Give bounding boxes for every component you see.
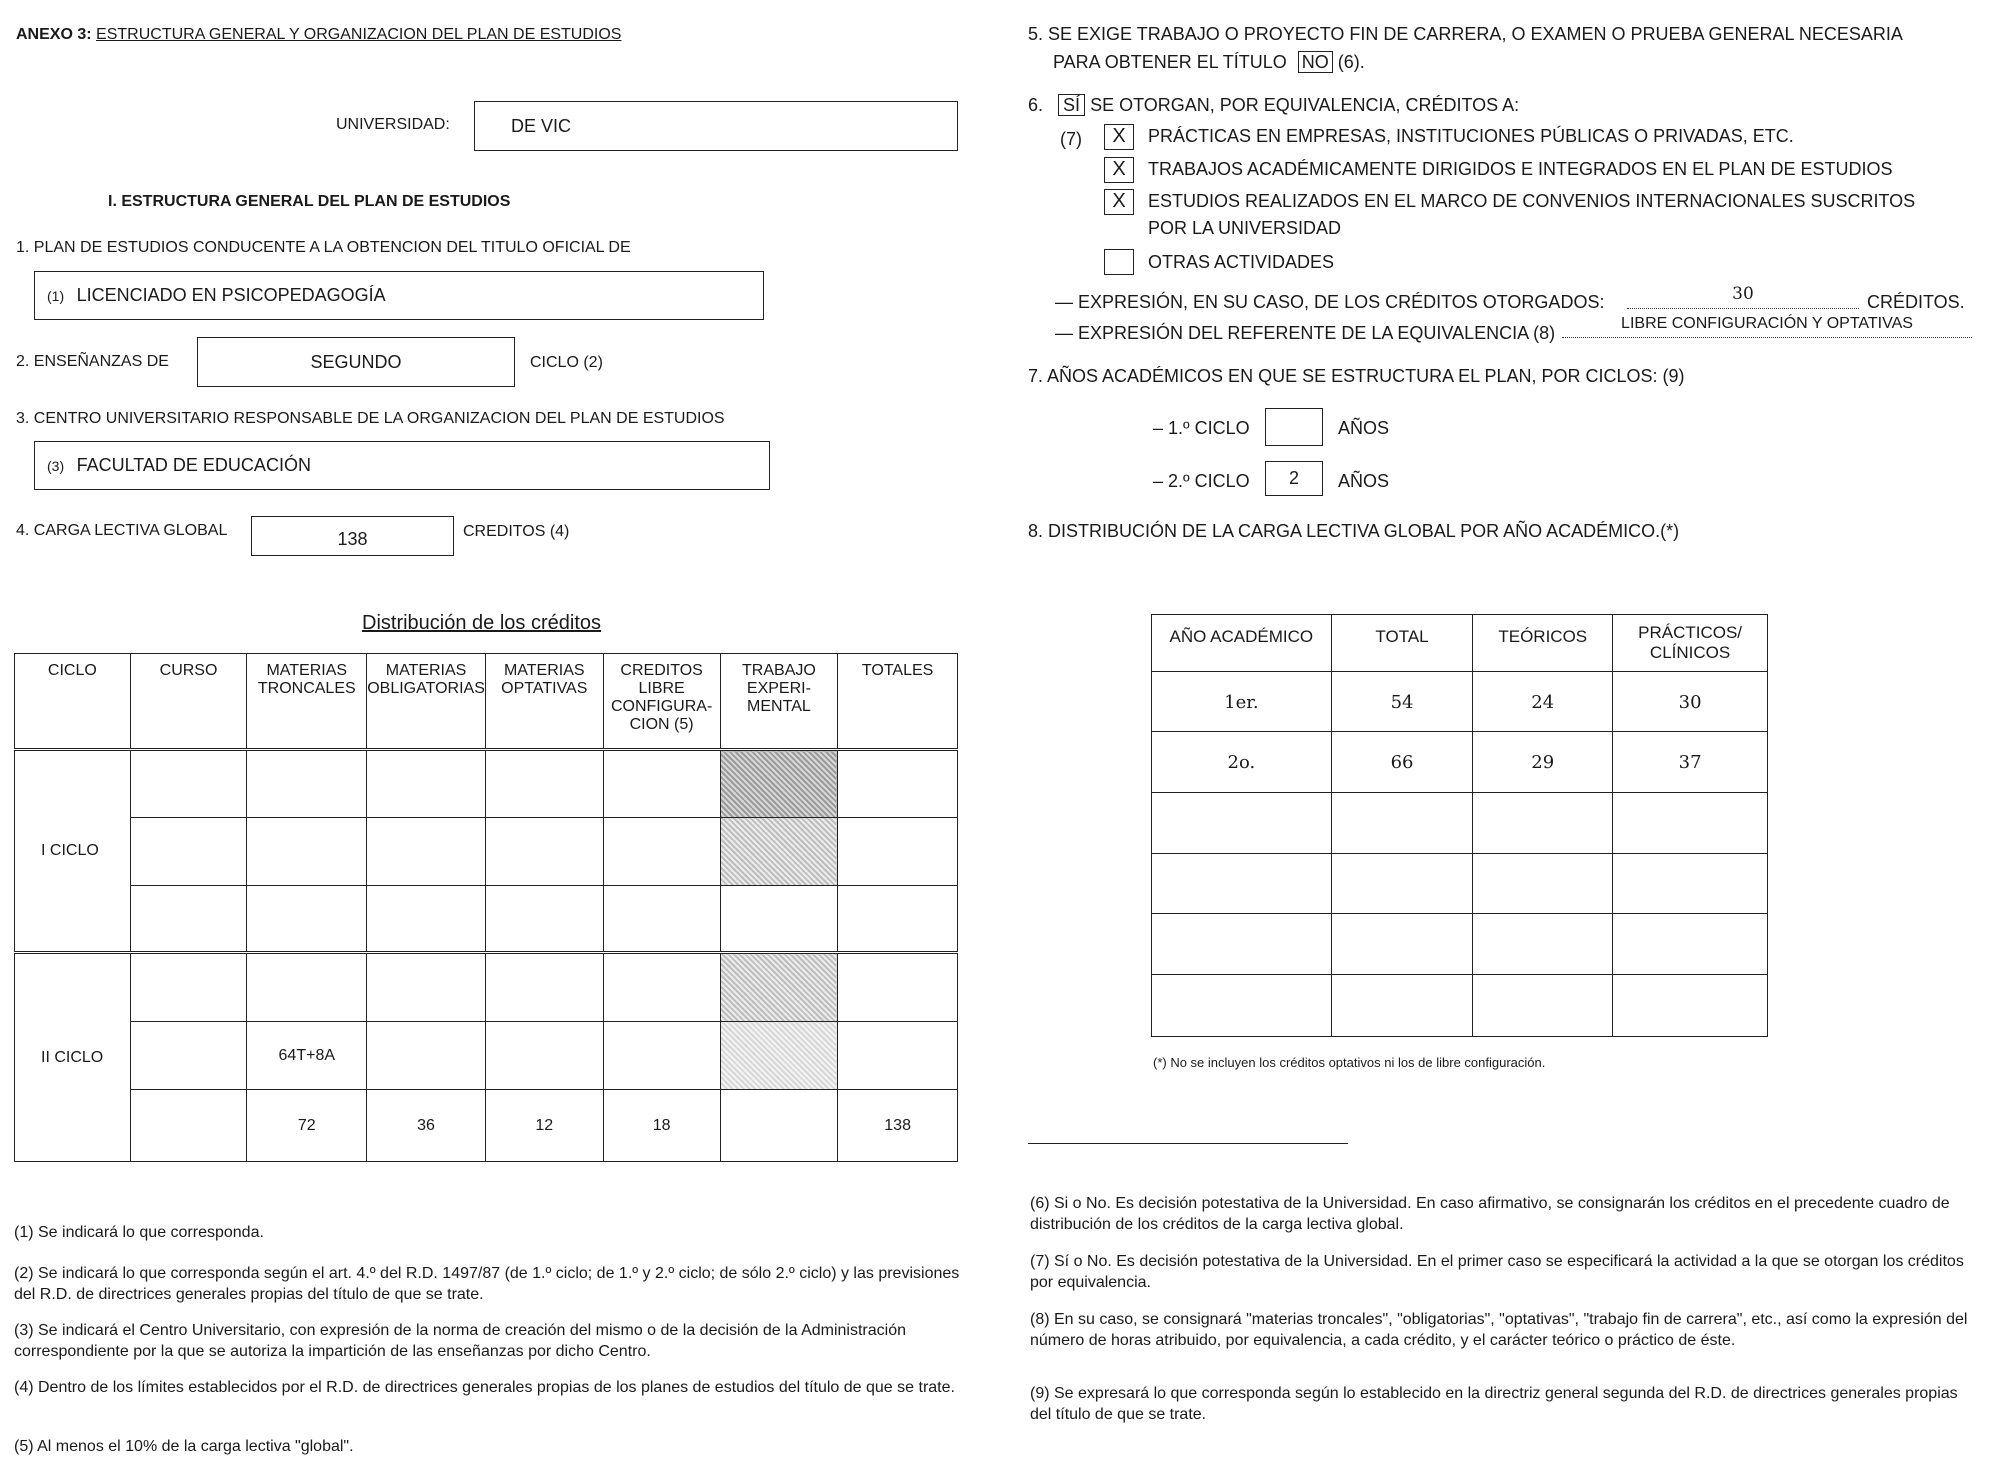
- cycle1-years-unit: AÑOS: [1338, 418, 1390, 438]
- credits-value: 138: [337, 529, 368, 549]
- shaded-cell: [720, 1022, 838, 1090]
- item5-answer-box[interactable]: [1298, 51, 1333, 73]
- footnote-1: (1) Se indicará lo que corresponda.: [14, 1224, 264, 1241]
- item3-label: 3. CENTRO UNIVERSITARIO RESPONSABLE DE LA ORGANIZACION DEL PLAN DE ESTUDIOS: [16, 410, 725, 427]
- header-optativas: MATERIAS OPTATIVAS: [485, 654, 603, 750]
- totals-row: [15, 1090, 958, 1162]
- cycle2-years-field[interactable]: [1265, 461, 1323, 496]
- footnote-4: (4) Dentro de los límites establecidos por el R.D. de directrices generales propias de los planes de estudios del título de que se trate.: [14, 1379, 955, 1396]
- expr1-suffix: CRÉDITOS.: [1867, 292, 1965, 312]
- center-field[interactable]: [34, 441, 770, 490]
- teoricos-cell: 24: [1473, 672, 1613, 732]
- university-field[interactable]: [474, 101, 958, 151]
- footnote-3: (3) Se indicará el Centro Universitario, con expresión de la norma de creación del mismo o de la decisión de la Administración correspondiente por la que se autoriza la impartición de las enseñanzas por dicho Centro.: [14, 1322, 906, 1360]
- table-row: [1152, 732, 1768, 793]
- total-obligatorias: 36: [367, 1090, 486, 1162]
- item5-line1: 5. SE EXIGE TRABAJO O PROYECTO FIN DE CARRERA, O EXAMEN O PRUEBA GENERAL NECESARIA: [1028, 24, 1903, 44]
- cycle-value: SEGUNDO: [310, 352, 402, 372]
- footnote-9: (9) Se expresará lo que corresponda según lo establecido en la directriz general segunda del R.D. de directrices generales propias del título de que se trate.: [1030, 1385, 1958, 1423]
- teoricos-cell: 29: [1473, 732, 1613, 793]
- cycle2-years-value: 2: [1288, 468, 1299, 488]
- practicos-cell: 30: [1613, 672, 1768, 732]
- item6-ref: (7): [1060, 129, 1082, 149]
- header-trabajo-experimental: TRABAJO EXPERI- MENTAL: [720, 654, 838, 750]
- cycle2-label: II CICLO: [15, 953, 131, 1162]
- expr2-label: — EXPRESIÓN DEL REFERENTE DE LA EQUIVALENCIA (8): [1055, 323, 1556, 343]
- cycle1-years-label: – 1.º CICLO: [1153, 418, 1250, 438]
- total-experimental: [720, 1090, 838, 1162]
- footnote-divider: [1028, 1143, 1348, 1144]
- item6-answer: SÍ: [1063, 95, 1081, 115]
- footnote-6: (6) Si o No. Es decisión potestativa de la Universidad. En caso afirmativo, se consignarán los créditos en el precedente cuadro de distribución de los créditos de la carga lectiva global.: [1030, 1195, 1950, 1233]
- header-teoricos: TEÓRICOS: [1473, 615, 1613, 672]
- item5-answer: NO: [1301, 52, 1329, 72]
- table-row: [15, 953, 958, 1022]
- table-note: (*) No se incluyen los créditos optativos ni los de libre configuración.: [1153, 1055, 1546, 1070]
- item4-suffix: CREDITOS (4): [463, 523, 570, 540]
- table-row: [1152, 672, 1768, 732]
- annex-label: ANEXO 3:: [16, 26, 92, 43]
- cycle-field[interactable]: [197, 337, 515, 387]
- footnote-8: (8) En su caso, se consignará "materias troncales", "obligatorias", "optativas", "trabajo fin de carrera", etc., así como la expresión del número de horas atribuido, por equivalencia, a cada crédito, y el carácter teórico o práctico de éste.: [1030, 1311, 1968, 1349]
- expr2-value: LIBRE CONFIGURACIÓN Y OPTATIVAS: [1621, 315, 1913, 332]
- header-curso: CURSO: [130, 654, 247, 750]
- degree-field[interactable]: [34, 271, 764, 320]
- option-checkbox-2[interactable]: X: [1104, 157, 1134, 183]
- item5-text: PARA OBTENER EL TÍTULO: [1053, 52, 1287, 72]
- item1-ref: (1): [47, 288, 65, 304]
- total-optativas: 12: [485, 1090, 603, 1162]
- item6-answer-box[interactable]: [1058, 94, 1085, 116]
- credits-distribution-table: [14, 653, 958, 1162]
- year-cell: 2o.: [1152, 732, 1332, 793]
- academic-year-table: [1151, 614, 1768, 1037]
- cycle1-label: I CICLO: [15, 750, 131, 953]
- table-row: [15, 818, 958, 886]
- option-label-3b: POR LA UNIVERSIDAD: [1148, 218, 1342, 238]
- table-row: [1152, 975, 1768, 1037]
- item2-label: 2. ENSEÑANZAS DE: [16, 353, 169, 370]
- item3-ref: (3): [47, 458, 65, 474]
- year-cell: 1er.: [1152, 672, 1332, 732]
- option-label-2: TRABAJOS ACADÉMICAMENTE DIRIGIDOS E INTEGRADOS EN EL PLAN DE ESTUDIOS: [1148, 159, 1893, 179]
- footnote-5: (5) Al menos el 10% de la carga lectiva "global".: [14, 1438, 354, 1455]
- cycle2-years-label: – 2.º CICLO: [1153, 471, 1250, 491]
- header-total: TOTAL: [1331, 615, 1473, 672]
- item4-label: 4. CARGA LECTIVA GLOBAL: [16, 522, 228, 539]
- table-row: [15, 886, 958, 953]
- header-troncales: MATERIAS TRONCALES: [247, 654, 367, 750]
- table-row: [1152, 914, 1768, 975]
- header-ciclo: CICLO: [15, 654, 131, 750]
- section-title: I. ESTRUCTURA GENERAL DEL PLAN DE ESTUDIOS: [108, 193, 511, 210]
- option-label-1: PRÁCTICAS EN EMPRESAS, INSTITUCIONES PÚBLICAS O PRIVADAS, ETC.: [1148, 126, 1794, 146]
- header-libre-configuracion: CREDITOS LIBRE CONFIGURA- CION (5): [603, 654, 720, 750]
- item7-label: 7. AÑOS ACADÉMICOS EN QUE SE ESTRUCTURA EL PLAN, POR CICLOS: (9): [1028, 366, 1685, 386]
- table-row: [15, 750, 958, 818]
- footnote-2: (2) Se indicará lo que corresponda según el art. 4.º del R.D. 1497/87 (de 1.º ciclo; de 1.º y 2.º ciclo; de sólo 2.º ciclo) y las previsiones del R.D. de directrices generales propias del título de que se trate.: [14, 1265, 960, 1303]
- footnote-7: (7) Sí o No. Es decisión potestativa de la Universidad. En el primer caso se especificará la actividad a la que se otorgan los créditos por equivalencia.: [1030, 1253, 1964, 1291]
- item6-text: SE OTORGAN, POR EQUIVALENCIA, CRÉDITOS A:: [1090, 95, 1520, 115]
- expr1-field[interactable]: [1627, 284, 1859, 309]
- annex-heading: [16, 26, 621, 44]
- expr1-label: — EXPRESIÓN, EN SU CASO, DE LOS CRÉDITOS OTORGADOS:: [1055, 292, 1605, 312]
- troncales-entry: 64T+8A: [247, 1022, 367, 1090]
- cycle2-years-unit: AÑOS: [1338, 471, 1390, 491]
- university-value: DE VIC: [511, 116, 572, 136]
- header-totales: TOTALES: [838, 654, 958, 750]
- credits-field[interactable]: [251, 516, 454, 556]
- shaded-cell: [720, 818, 838, 886]
- total-cell: 66: [1331, 732, 1473, 793]
- expr1-value: 30: [1732, 284, 1754, 304]
- distribution-title: Distribución de los créditos: [362, 612, 601, 634]
- option-checkbox-1[interactable]: X: [1104, 124, 1134, 150]
- expr2-field[interactable]: [1562, 315, 1972, 338]
- item1-label: 1. PLAN DE ESTUDIOS CONDUCENTE A LA OBTENCION DEL TITULO OFICIAL DE: [16, 239, 631, 256]
- option-label-3: ESTUDIOS REALIZADOS EN EL MARCO DE CONVENIOS INTERNACIONALES SUSCRITOS: [1148, 191, 1916, 211]
- center-value: FACULTAD DE EDUCACIÓN: [76, 455, 311, 475]
- total-libre: 18: [603, 1090, 720, 1162]
- table-row: [1152, 854, 1768, 914]
- item8-label: 8. DISTRIBUCIÓN DE LA CARGA LECTIVA GLOBAL POR AÑO ACADÉMICO.(*): [1028, 521, 1680, 541]
- degree-value: LICENCIADO EN PSICOPEDAGOGÍA: [76, 285, 386, 305]
- table-row: [15, 1022, 958, 1090]
- header-ano-academico: AÑO ACADÉMICO: [1152, 615, 1332, 672]
- item6-num: 6.: [1028, 95, 1044, 115]
- item5-ref: (6).: [1337, 52, 1365, 72]
- item5-line2: [1053, 51, 1365, 73]
- item6-line: [1028, 94, 1519, 116]
- shaded-cell: [720, 953, 838, 1022]
- option-label-4: OTRAS ACTIVIDADES: [1148, 252, 1335, 272]
- shaded-cell: [720, 750, 838, 818]
- header-obligatorias: MATERIAS OBLIGATORIAS: [367, 654, 486, 750]
- cycle1-years-field[interactable]: [1265, 408, 1323, 446]
- table-row: [1152, 793, 1768, 854]
- university-label: UNIVERSIDAD:: [336, 116, 450, 133]
- total-global: 138: [838, 1090, 958, 1162]
- annex-title: ESTRUCTURA GENERAL Y ORGANIZACION DEL PLAN DE ESTUDIOS: [96, 26, 622, 43]
- item2-suffix: CICLO (2): [530, 354, 603, 371]
- option-checkbox-3[interactable]: X: [1104, 189, 1134, 215]
- option-checkbox-4[interactable]: [1104, 249, 1134, 275]
- total-cell: 54: [1331, 672, 1473, 732]
- header-practicos: PRÁCTICOS/ CLÍNICOS: [1613, 615, 1768, 672]
- practicos-cell: 37: [1613, 732, 1768, 793]
- total-troncales: 72: [247, 1090, 367, 1162]
